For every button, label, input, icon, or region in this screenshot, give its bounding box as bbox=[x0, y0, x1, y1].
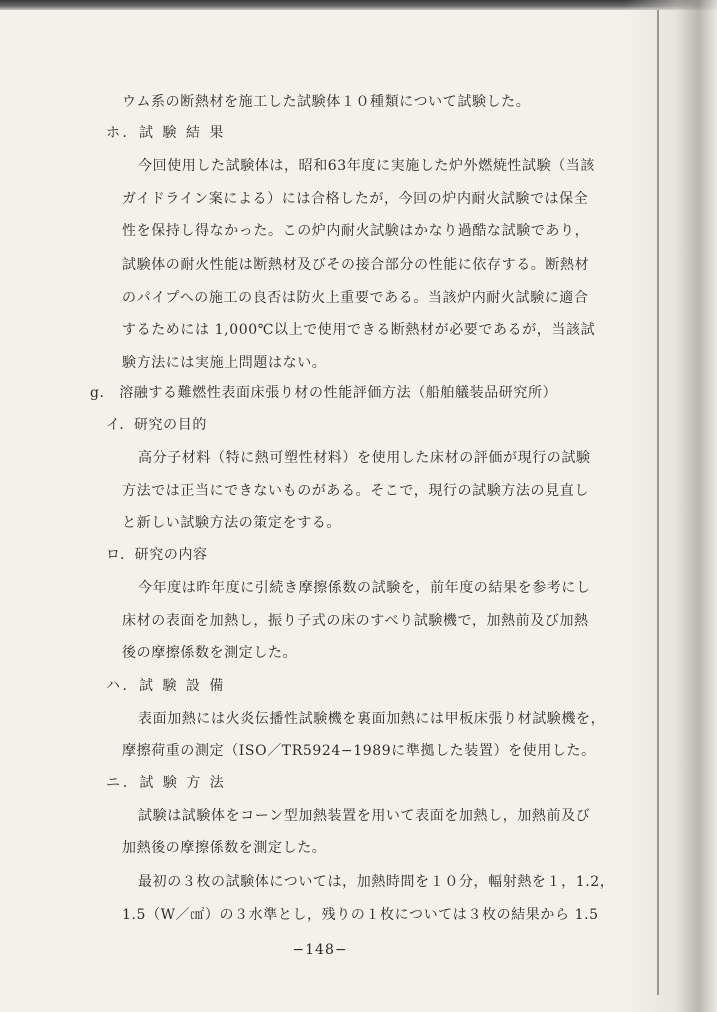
text-line: 試験体の耐火性能は断熱材及びその接合部分の性能に依存する。断熱材 bbox=[122, 257, 590, 273]
text-line: ウム系の断熱材を施工した試験体１０種類について試験した。 bbox=[122, 94, 531, 110]
text-line: 加熱後の摩擦係数を測定した。 bbox=[122, 840, 327, 856]
section-heading-results: ホ．試 験 結 果 bbox=[106, 125, 226, 141]
text-line: 験方法には実施上問題はない。 bbox=[122, 355, 327, 371]
text-line: と新しい試験方法の策定をする。 bbox=[122, 515, 341, 531]
text-line: 1.5（W／㎠）の３水準とし，残りの１枚については３枚の結果から 1.5 bbox=[122, 907, 599, 923]
section-heading-g: g. 溶融する難燃性表面床張り材の性能評価方法（船舶艤装品研究所） bbox=[90, 385, 558, 401]
text-line: 今年度は昨年度に引続き摩擦係数の試験を，前年度の結果を参考にし bbox=[138, 580, 591, 596]
text-line: 高分子材料（特に熱可塑性材料）を使用した床材の評価が現行の試験 bbox=[138, 450, 591, 466]
subsection-heading-purpose: イ．研究の目的 bbox=[106, 417, 207, 433]
text-line: 床材の表面を加熱し，振り子式の床のすべり試験機で，加熱前及び加熱 bbox=[122, 613, 589, 629]
text-line: するためには 1,000℃以上で使用できる断熱材が必要であるが，当該試 bbox=[122, 322, 596, 338]
subsection-heading-method: ニ．試 験 方 法 bbox=[106, 775, 227, 791]
text-line: 最初の３枚の試験体については，加熱時間を１０分，輻射熱を１，1.2， bbox=[138, 874, 615, 890]
text-line: のパイプへの施工の良否は防火上重要である。当該炉内耐火試験に適合 bbox=[122, 290, 589, 306]
text-line: 今回使用した試験体は，昭和63年度に実施した炉外燃焼性試験（当該 bbox=[138, 158, 596, 174]
text-line: 後の摩擦係数を測定した。 bbox=[122, 645, 298, 661]
text-line: 性を保持し得なかった。この炉内耐火試験はかなり過酷な試験であり， bbox=[122, 223, 590, 239]
text-line: 表面加熱には火炎伝播性試験機を裏面加熱には甲板床張り材試験機を， bbox=[138, 711, 606, 727]
text-line: 方法では正当にできないものがある。そこで，現行の試験方法の見直し bbox=[122, 483, 589, 499]
text-line: 試験は試験体をコーン型加熱装置を用いて表面を加熱し，加熱前及び bbox=[138, 808, 591, 824]
subsection-heading-equipment: ハ．試 験 設 備 bbox=[106, 678, 226, 694]
text-line: ガイドライン案による）には合格したが，今回の炉内耐火試験では保全 bbox=[122, 191, 589, 207]
page-number: −148− bbox=[292, 942, 348, 958]
subsection-heading-content: ロ．研究の内容 bbox=[106, 547, 208, 563]
text-line: 摩擦荷重の測定（ISO／TR5924−1989に準拠した装置）を使用した。 bbox=[122, 743, 596, 759]
